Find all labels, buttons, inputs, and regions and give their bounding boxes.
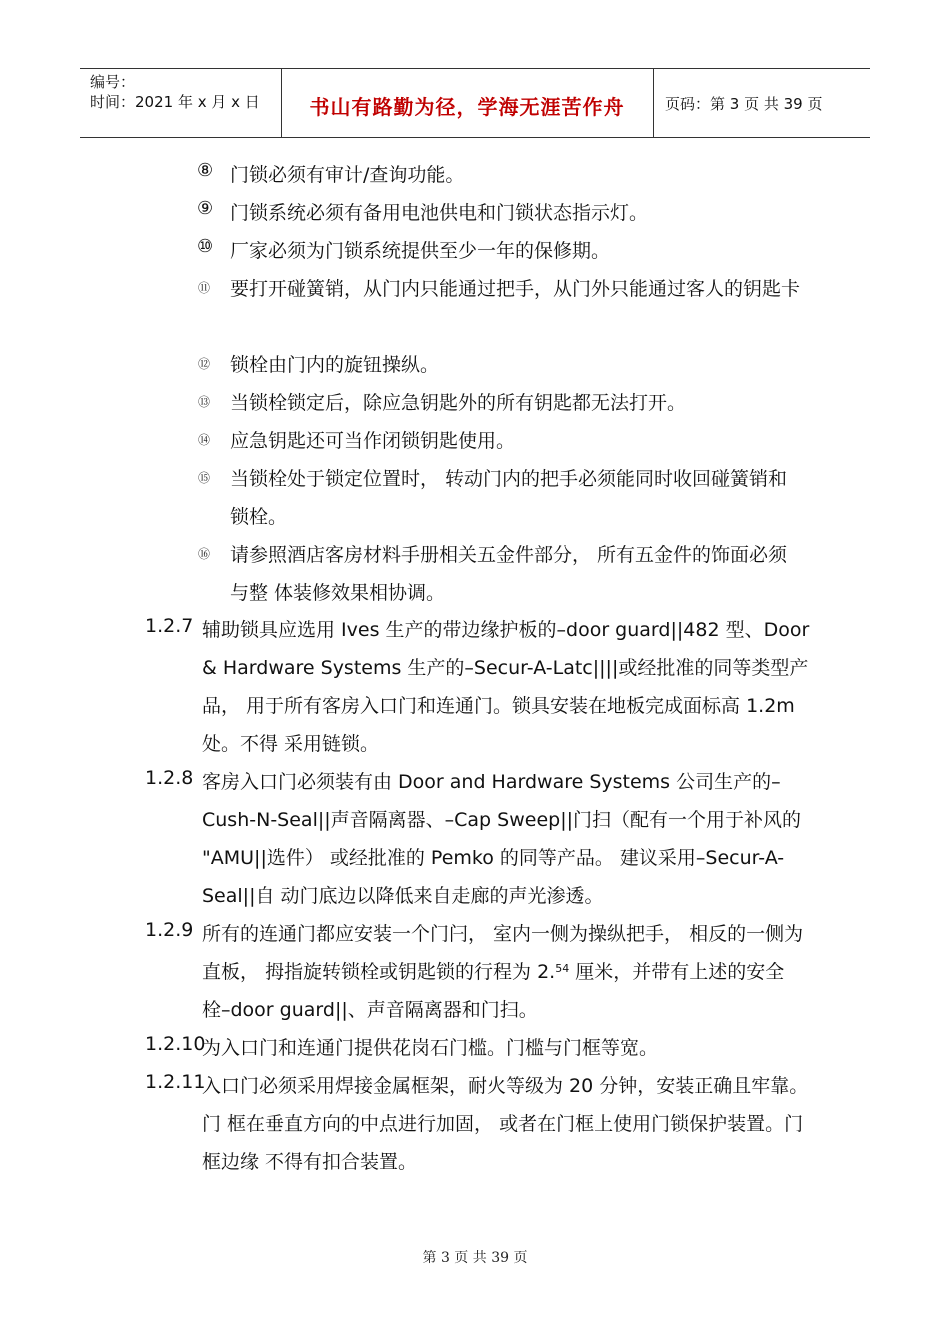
section-line: 处。不得 采用链锁。 bbox=[202, 733, 380, 755]
time-label: 时间：2021 年 x 月 x 日 bbox=[90, 93, 260, 111]
item-marker: ⑩ bbox=[197, 236, 214, 257]
section-line: "AMU||选件） 或经批准的 Pemko 的同等产品。 建议采用–Secur-A- bbox=[202, 847, 785, 869]
section-line: 框边缘 不得有扣合装置。 bbox=[202, 1151, 418, 1173]
item-text-continued: 锁栓。 bbox=[230, 506, 288, 528]
item-text: 要打开碰簧销，从门内只能通过把手，从门外只能通过客人的钥匙卡 bbox=[230, 278, 801, 300]
item-marker: ⑫ bbox=[198, 357, 211, 371]
item-marker: ⑧ bbox=[197, 160, 214, 181]
section-line: 栓–door guard||、声音隔离器和门扫。 bbox=[202, 999, 538, 1021]
item-text: 当锁栓处于锁定位置时， 转动门内的把手必须能同时收回碰簧销和 bbox=[230, 468, 788, 490]
section-line: Seal||自 动门底边以降低来自走廊的声光渗透。 bbox=[202, 885, 604, 907]
header-meta-cell bbox=[80, 69, 282, 137]
item-marker: ⑪ bbox=[198, 281, 211, 295]
section-number: 1.2.11 bbox=[145, 1071, 206, 1093]
item-marker: ⑬ bbox=[198, 395, 211, 409]
section-line: 入口门必须采用焊接金属框架，耐火等级为 20 分钟，安装正确且牢靠。 bbox=[202, 1075, 809, 1097]
item-text: 请参照酒店客房材料手册相关五金件部分， 所有五金件的饰面必须 bbox=[230, 544, 788, 566]
item-marker: ⑯ bbox=[198, 547, 211, 561]
section-number: 1.2.7 bbox=[145, 615, 194, 637]
section-number: 1.2.9 bbox=[145, 919, 194, 941]
section-line: 辅助锁具应选用 Ives 生产的带边缘护板的–door guard||482 型、Door bbox=[202, 619, 810, 641]
header-motto-cell bbox=[281, 69, 654, 137]
section-line: 品， 用于所有客房入口门和连通门。锁具安装在地板完成面标高 1.2m bbox=[202, 695, 795, 717]
section-number: 1.2.8 bbox=[145, 767, 194, 789]
page-footer: 第 3 页 共 39 页 bbox=[422, 1250, 528, 1266]
item-text: 应急钥匙还可当作闭锁钥匙使用。 bbox=[230, 430, 516, 452]
section-line: & Hardware Systems 生产的–Secur-A-Latc||||或经批准的同等类型产 bbox=[202, 657, 809, 679]
header-page-cell bbox=[653, 69, 870, 137]
section-line-head: 直板， 拇指旋转锁栓或钥匙锁的行程为 2. bbox=[202, 961, 556, 983]
item-text: 门锁必须有审计/查询功能。 bbox=[230, 164, 465, 186]
section-line: 所有的连通门都应安装一个门闩， 室内一侧为操纵把手， 相反的一侧为 bbox=[202, 923, 804, 945]
item-text-continued: 与整 体装修效果相协调。 bbox=[230, 582, 446, 604]
item-marker: ⑮ bbox=[198, 471, 211, 485]
item-text: 厂家必须为门锁系统提供至少一年的保修期。 bbox=[230, 240, 611, 262]
item-marker: ⑭ bbox=[198, 433, 211, 447]
item-marker: ⑨ bbox=[197, 198, 214, 219]
section-line: 客房入口门必须装有由 Door and Hardware Systems 公司生产的– bbox=[202, 771, 781, 793]
item-text: 门锁系统必须有备用电池供电和门锁状态指示灯。 bbox=[230, 202, 649, 224]
motto: 书山有路勤为径，学海无涯苦作舟 bbox=[309, 95, 625, 119]
section-number: 1.2.10 bbox=[145, 1033, 206, 1055]
item-text: 当锁栓锁定后，除应急钥匙外的所有钥匙都无法打开。 bbox=[230, 392, 687, 414]
section-line: 为入口门和连通门提供花岗石门槛。门槛与门框等宽。 bbox=[202, 1037, 659, 1059]
number-label: 编号： bbox=[90, 73, 136, 91]
section-line-with-superscript bbox=[202, 957, 784, 984]
section-line-tail: 厘米，并带有上述的安全 bbox=[569, 961, 785, 983]
item-text: 锁栓由门内的旋钮操纵。 bbox=[230, 354, 440, 376]
page-info: 页码：第 3 页 共 39 页 bbox=[665, 95, 823, 113]
superscript: 54 bbox=[555, 962, 570, 975]
section-line: 门 框在垂直方向的中点进行加固， 或者在门框上使用门锁保护装置。门 bbox=[202, 1113, 804, 1135]
section-line: Cush-N-Seal||声音隔离器、–Cap Sweep||门扫（配有一个用于补风的 bbox=[202, 809, 802, 831]
document-header bbox=[80, 68, 870, 138]
